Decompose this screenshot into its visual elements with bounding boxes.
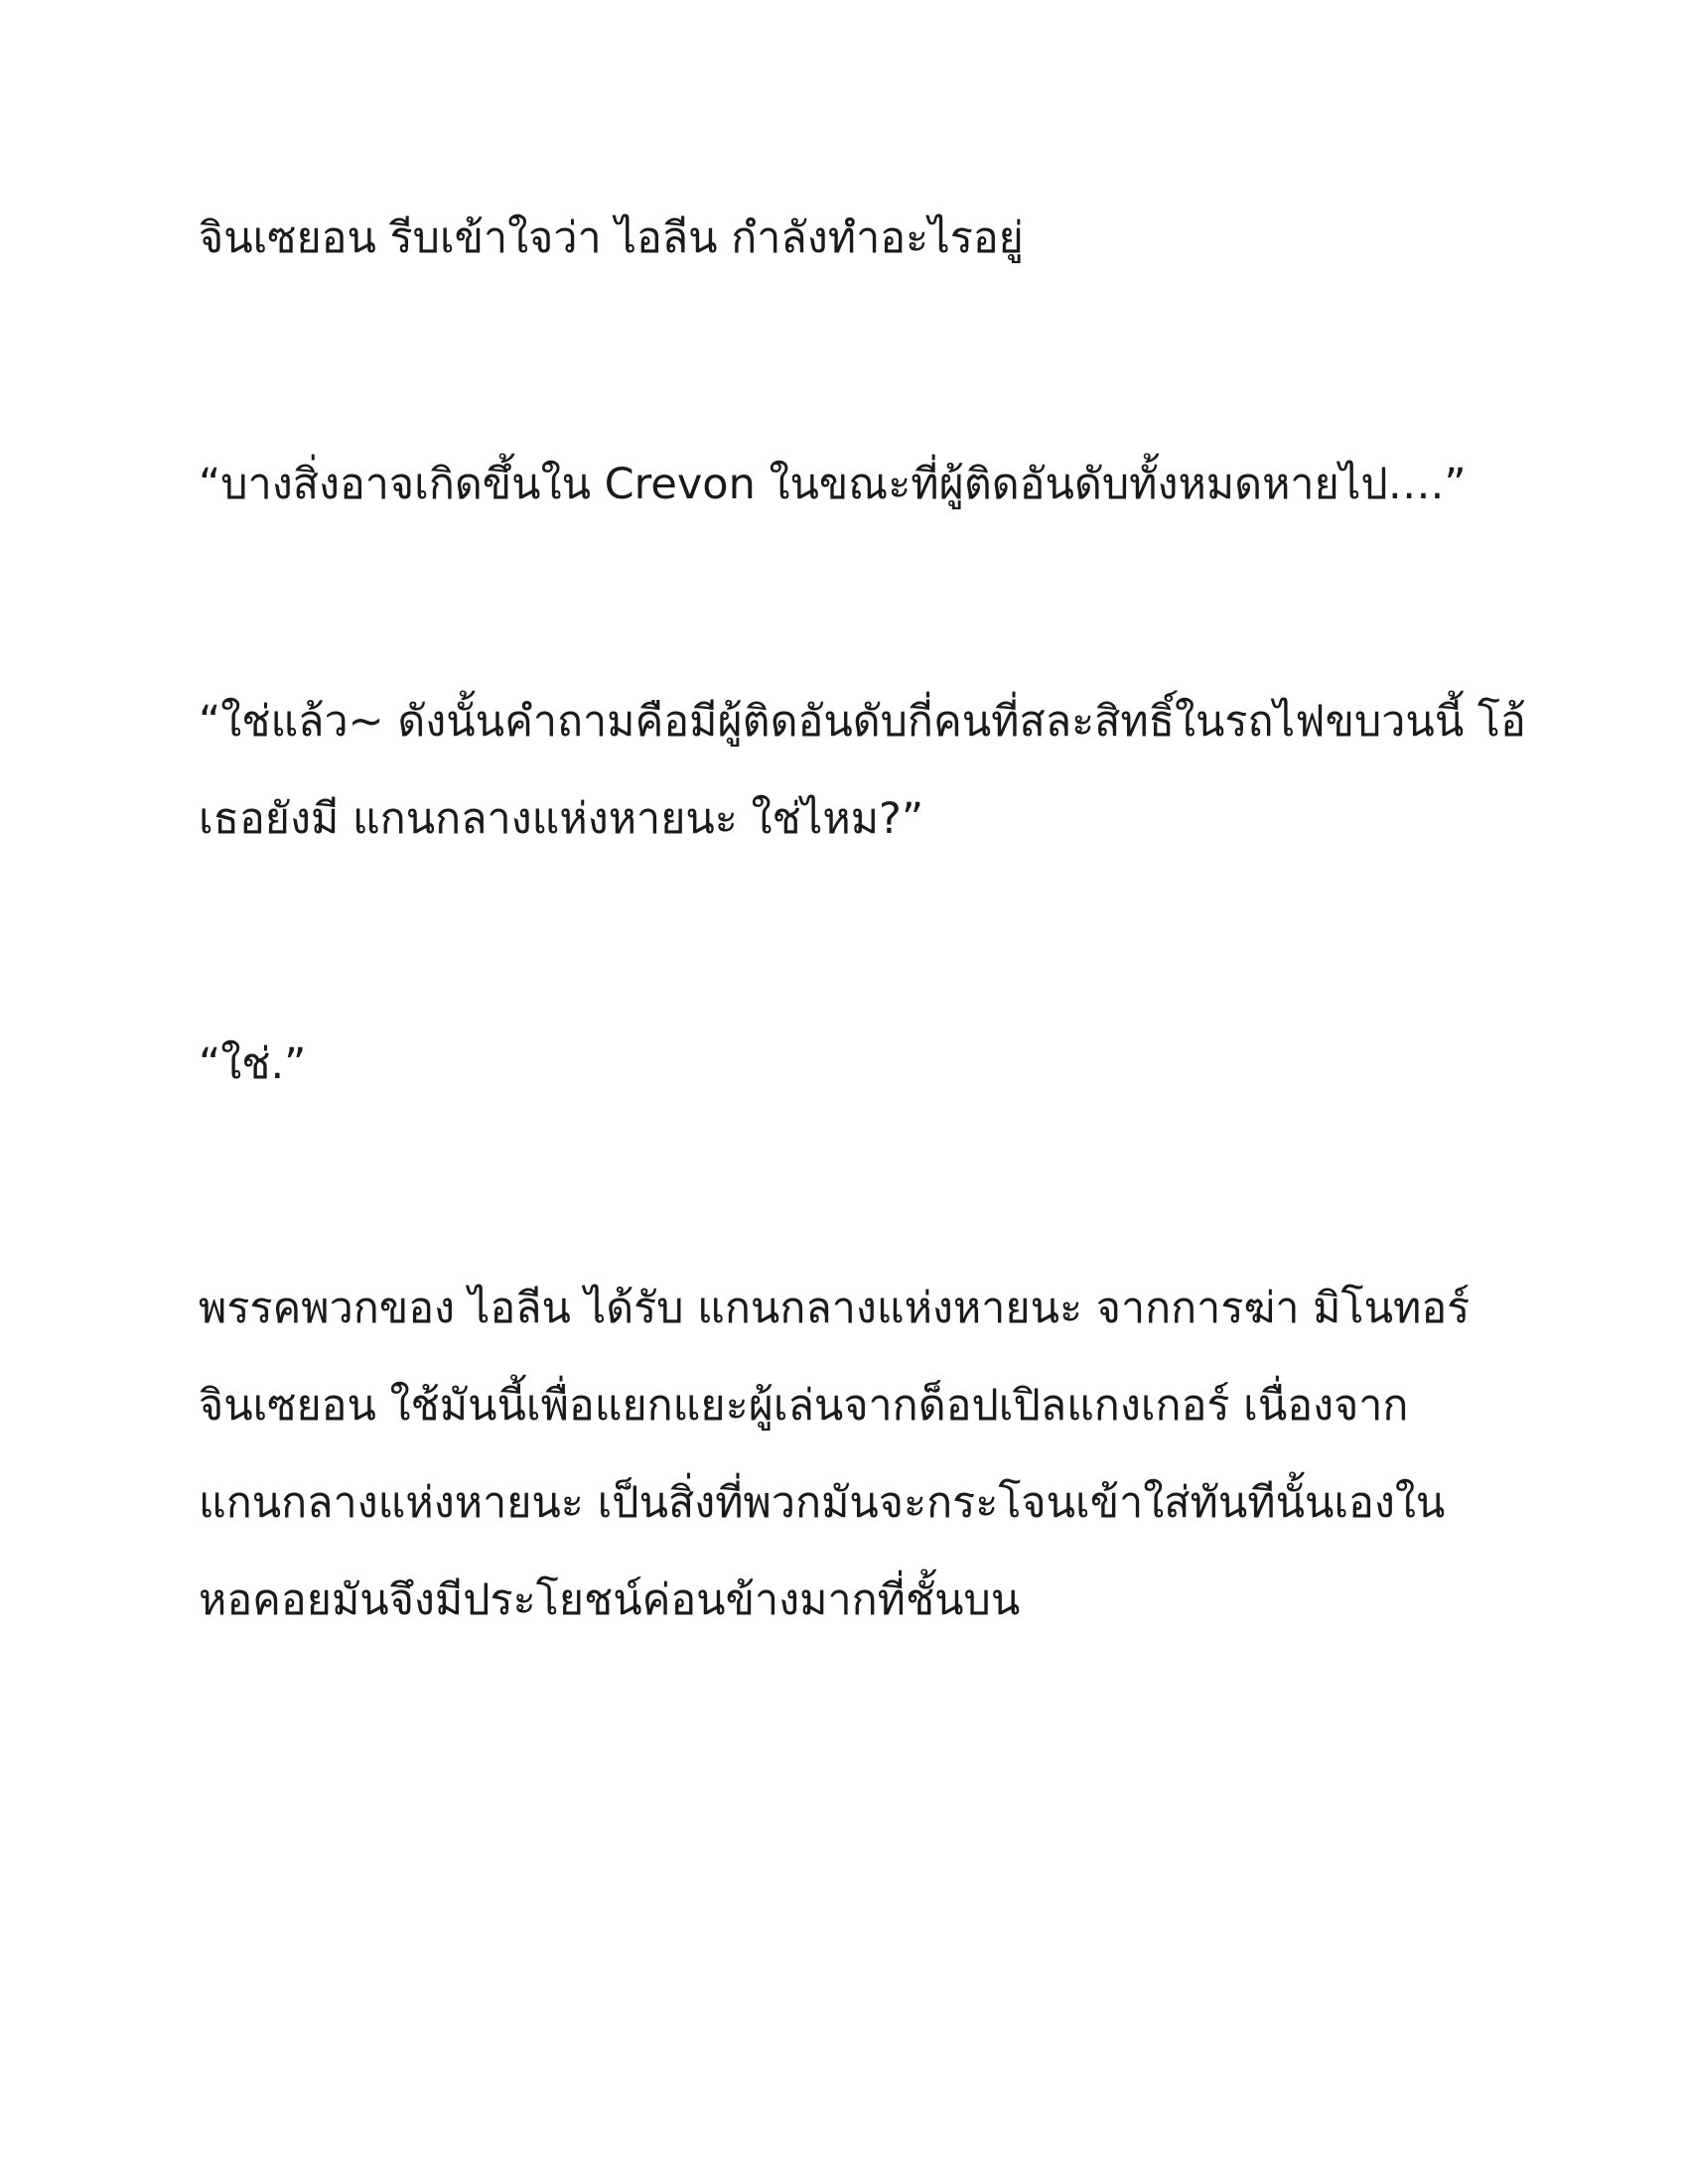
paragraph-5-line-1: พรรคพวกของ ไอลีน ได้รับ แกนกลางแห่งหายนะ จากการฆ่า มิโนทอร์ <box>199 1284 1471 1333</box>
paragraph-3-line-2: เธอยังมี แกนกลางแห่งหายนะ ใช่ไหม?” <box>199 794 924 844</box>
paragraph-5-line-2: จินเซยอน ใช้มันนี้เพื่อแยกแยะผู้เล่นจากด็อปเปิลแกงเกอร์ เนื่องจาก <box>199 1381 1409 1431</box>
paragraph-5-line-3: แกนกลางแห่งหายนะ เป็นสิ่งที่พวกมันจะกระโจนเข้าใส่ทันทีนั้นเองใน <box>199 1478 1446 1528</box>
paragraph-4-line-1: “ใช่.” <box>199 1039 307 1089</box>
paragraph-2-line-1: “บางสิ่งอาจเกิดขึ้นใน Crevon ในขณะที่ผู้ติดอันดับทั้งหมดหายไป….” <box>199 460 1467 509</box>
paragraph-1-line-1: จินเซยอน รีบเข้าใจว่า ไอลีน กำลังทำอะไรอยู่ <box>199 213 1024 263</box>
paragraph-3-line-1: “ใช่แล้ว~ ดังนั้นคำถามคือมีผู้ติดอันดับกี่คนที่สละสิทธิ์ในรถไฟขบวนนี้ โอ้ <box>199 697 1526 747</box>
paragraph-5-line-4: หอคอยมันจึงมีประโยชน์ค่อนข้างมากที่ชั้นบน <box>199 1575 1021 1625</box>
